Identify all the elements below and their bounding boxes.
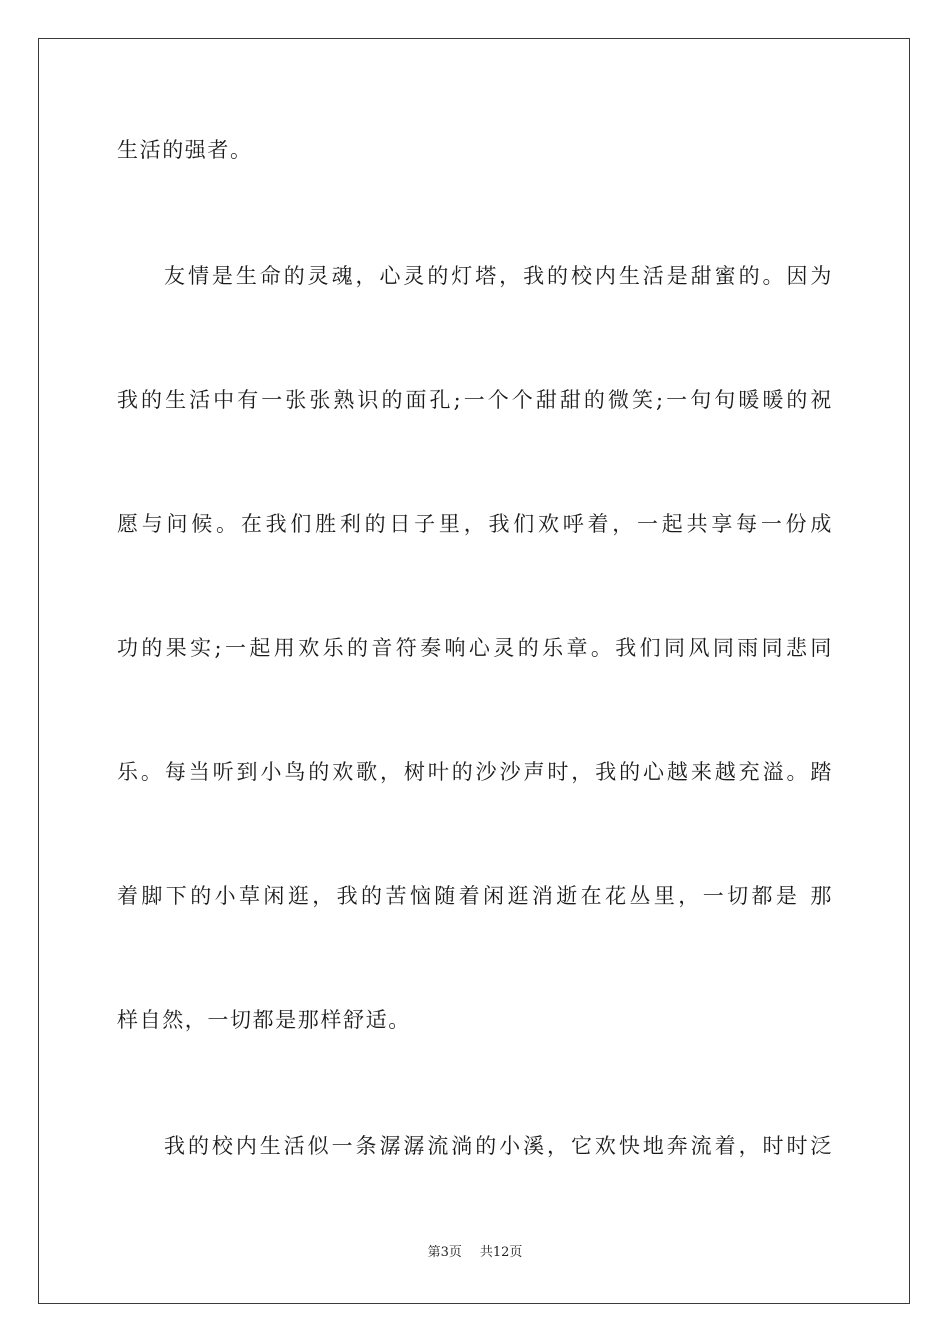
paragraph-first-line: 友情是生命的灵魂，心灵的灯塔，我的校内生活是甜蜜的。因为 <box>164 264 833 288</box>
page-total: 共12页 <box>479 1245 523 1260</box>
page-number: 第3页 <box>427 1245 462 1260</box>
page-footer <box>0 1244 950 1262</box>
text-line: 愿与问候。在我们胜利的日子里，我们欢呼着，一起共享每一份成 <box>117 512 833 536</box>
text-line: 样自然，一切都是那样舒适。 <box>117 1008 411 1032</box>
text-line: 着脚下的小草闲逛，我的苦恼随着闲逛消逝在花丛里，一切都是 那 <box>117 884 833 908</box>
text-line: 生活的强者。 <box>117 138 253 162</box>
page-frame <box>38 38 910 1304</box>
paragraph-first-line: 我的校内生活似一条潺潺流淌的小溪，它欢快地奔流着，时时泛 <box>164 1134 833 1158</box>
text-line: 乐。每当听到小鸟的欢歌，树叶的沙沙声时，我的心越来越充溢。踏 <box>117 760 833 784</box>
text-line: 功的果实;一起用欢乐的音符奏响心灵的乐章。我们同风同雨同悲同 <box>117 636 833 660</box>
text-line: 我的生活中有一张张熟识的面孔;一个个甜甜的微笑;一句句暖暖的祝 <box>117 388 833 412</box>
